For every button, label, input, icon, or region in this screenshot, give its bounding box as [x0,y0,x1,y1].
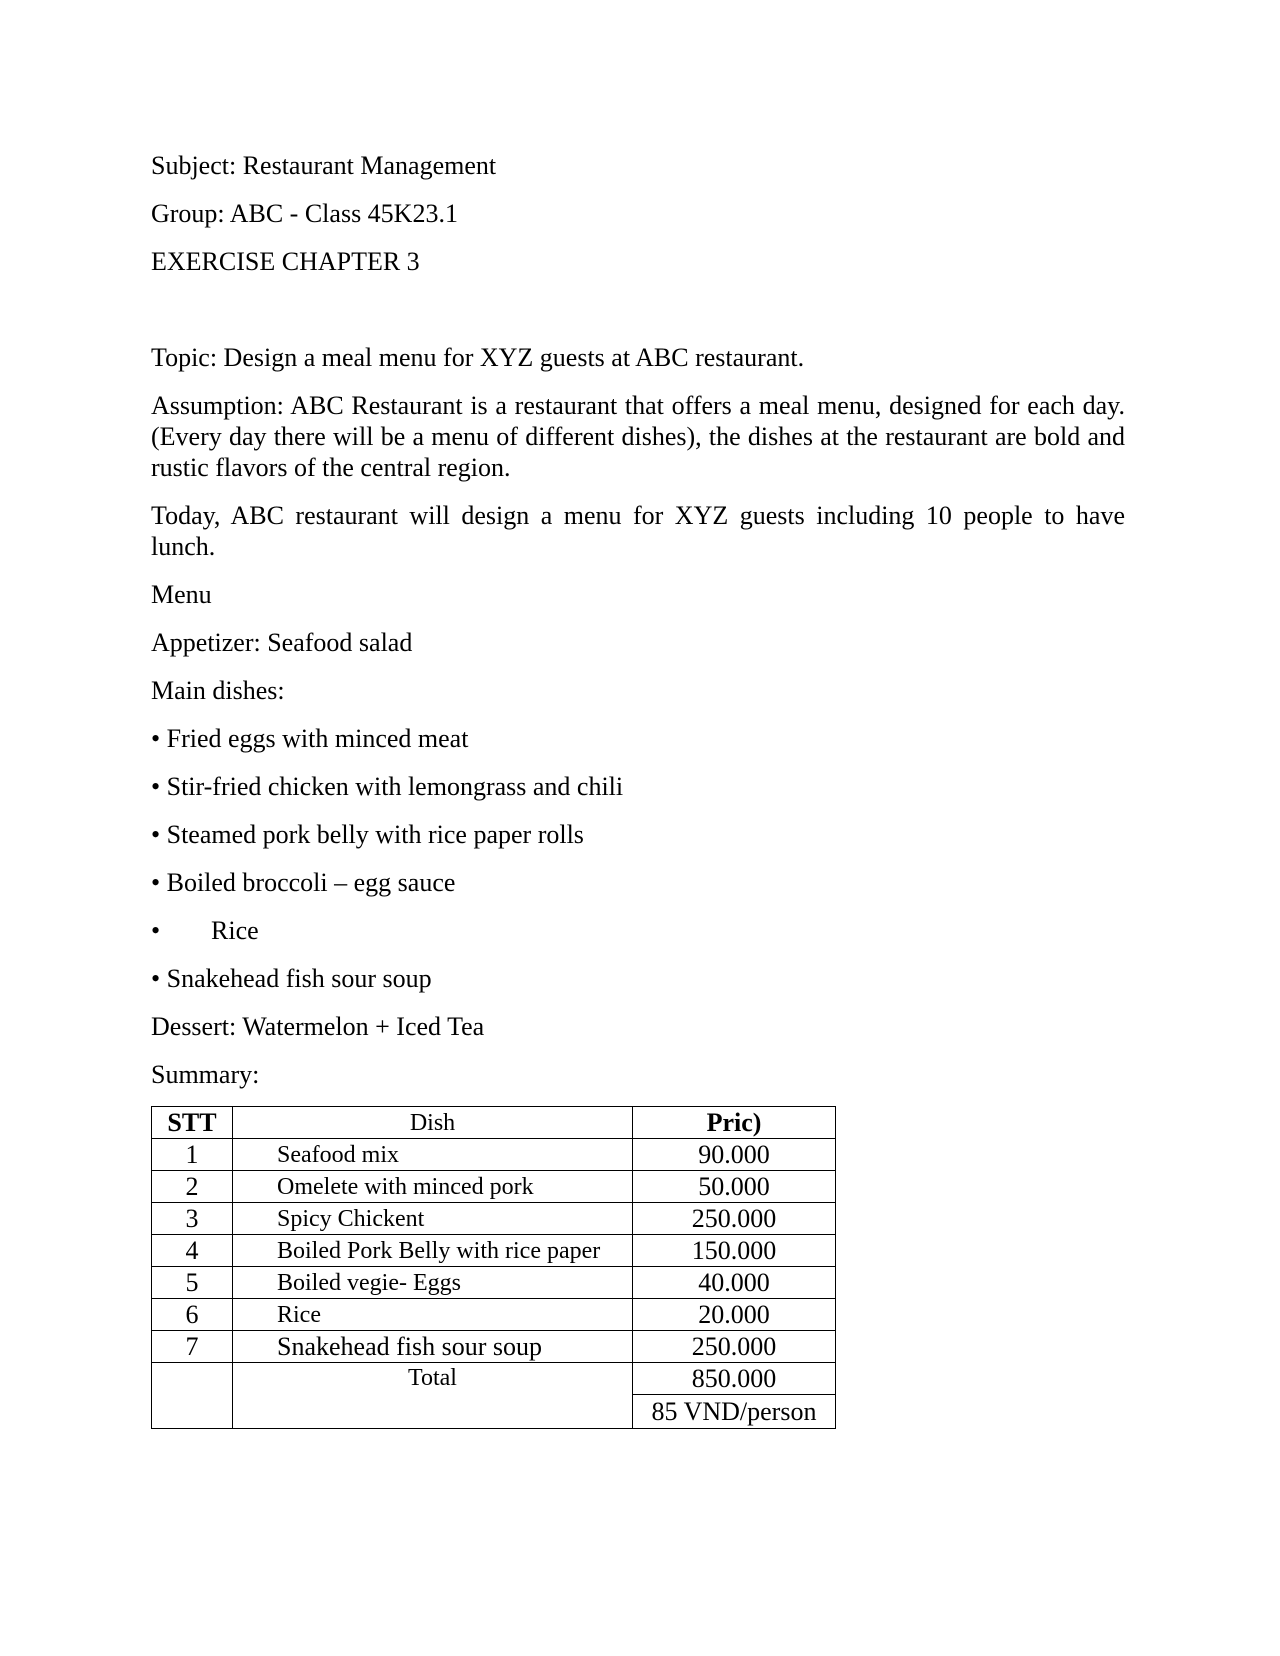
table-header-row [152,1107,836,1139]
main-dish-item: • Steamed pork belly with rice paper rolls [151,820,584,849]
cell-empty [152,1363,233,1429]
main-dishes-heading: Main dishes: [151,676,285,705]
table-row [152,1203,836,1235]
table-total-row [152,1363,836,1395]
cell-stt: 2 [152,1171,233,1203]
today-paragraph: Today, ABC restaurant will design a menu for XYZ guests including 10 people to have lunch. [151,501,1125,561]
cell-dish: Boiled Pork Belly with rice paper [233,1235,633,1267]
bullet: • [151,916,161,945]
main-dish-item: • Boiled broccoli – egg sauce [151,868,456,897]
cell-stt: 1 [152,1139,233,1171]
topic-line: Topic: Design a meal menu for XYZ guests at ABC restaurant. [151,343,805,372]
header-dish: Dish [233,1107,633,1139]
cell-stt: 3 [152,1203,233,1235]
cell-price: 250.000 [633,1203,836,1235]
total-label: Total [233,1363,633,1429]
cell-price: 20.000 [633,1299,836,1331]
main-dish-item: • Fried eggs with minced meat [151,724,469,753]
cell-dish: Rice [233,1299,633,1331]
cell-dish: Omelete with minced pork [233,1171,633,1203]
document-page [151,150,1125,1429]
menu-heading: Menu [151,580,212,609]
dessert-line: Dessert: Watermelon + Iced Tea [151,1012,485,1041]
cell-stt: 6 [152,1299,233,1331]
cell-price: 40.000 [633,1267,836,1299]
cell-price: 250.000 [633,1331,836,1363]
spacer [151,294,1125,342]
summary-table [151,1106,836,1429]
table-row [152,1235,836,1267]
table-row [152,1139,836,1171]
main-dish-item: • Stir-fried chicken with lemongrass and chili [151,772,624,801]
table-row [152,1299,836,1331]
summary-heading: Summary: [151,1060,260,1089]
cell-stt: 4 [152,1235,233,1267]
cell-price: 150.000 [633,1235,836,1267]
cell-dish: Snakehead fish sour soup [233,1331,633,1363]
appetizer-line: Appetizer: Seafood salad [151,628,413,657]
assumption-paragraph: Assumption: ABC Restaurant is a restaurant that offers a meal menu, designed for each day. (Every day there will be a menu of different dishes), the dishes at the restaurant are bold and rustic flavors of the central region. [151,391,1125,482]
cell-stt: 5 [152,1267,233,1299]
header-price: Pric) [633,1107,836,1139]
cell-price: 90.000 [633,1139,836,1171]
exercise-heading: EXERCISE CHAPTER 3 [151,247,420,276]
rice-label: Rice [211,916,259,945]
cell-dish: Seafood mix [233,1139,633,1171]
cell-stt: 7 [152,1331,233,1363]
table-row [152,1331,836,1363]
table-row [152,1171,836,1203]
cell-price: 50.000 [633,1171,836,1203]
cell-dish: Spicy Chickent [233,1203,633,1235]
main-dish-item-rice [151,915,1125,946]
total-value: 850.000 [633,1363,836,1395]
per-person-value: 85 VND/person [633,1395,836,1429]
group-line: Group: ABC - Class 45K23.1 [151,199,458,228]
cell-dish: Boiled vegie- Eggs [233,1267,633,1299]
subject-line: Subject: Restaurant Management [151,151,497,180]
table-row [152,1267,836,1299]
main-dish-item: • Snakehead fish sour soup [151,964,432,993]
header-stt: STT [152,1107,233,1139]
